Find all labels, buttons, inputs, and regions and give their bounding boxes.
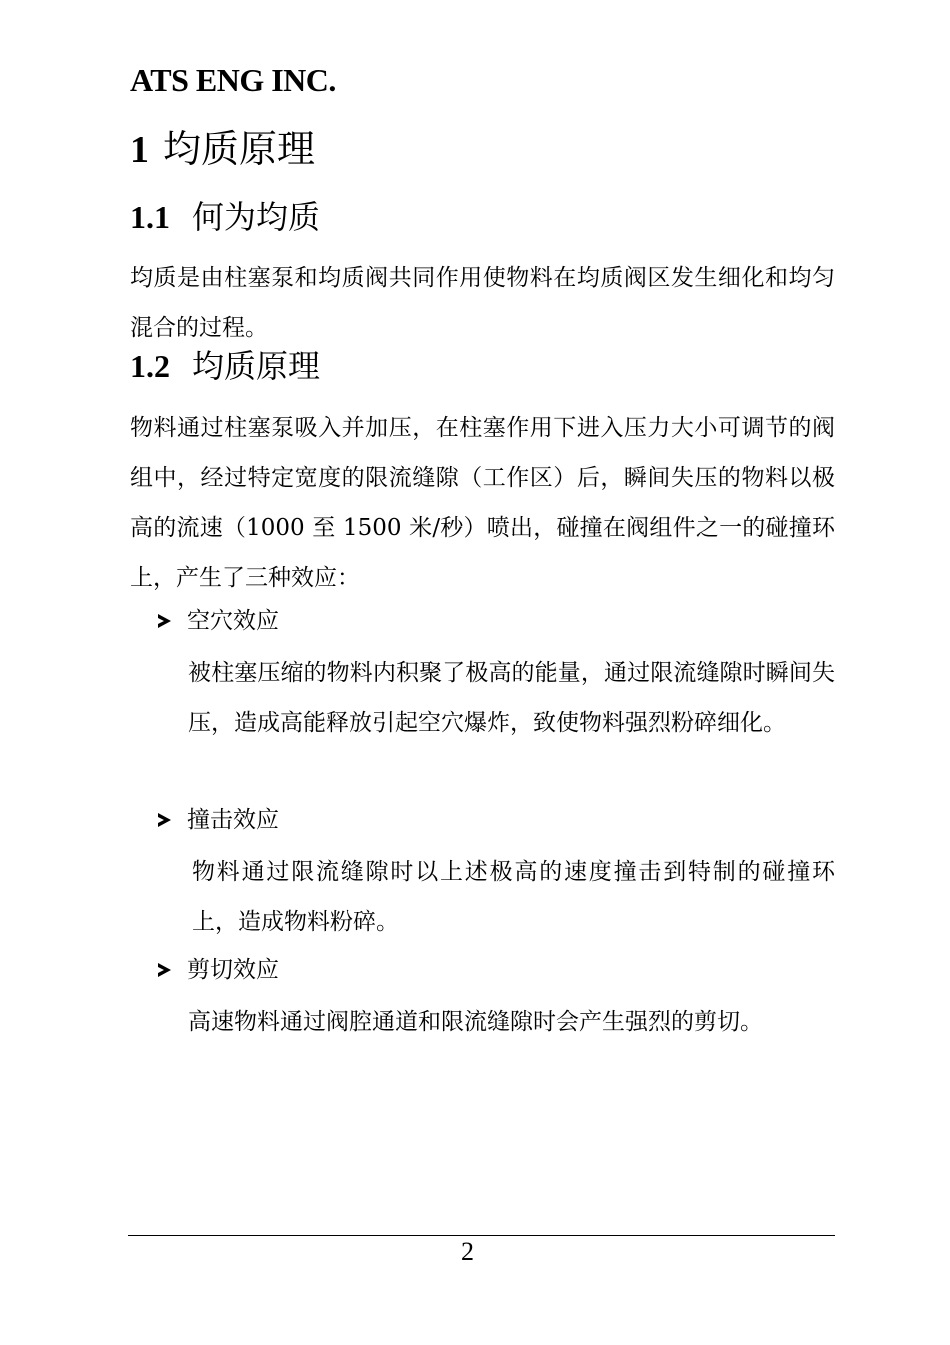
- section-1-title: 均质原理: [163, 127, 316, 171]
- effect-item-shear: [158, 953, 279, 987]
- effect-title: 剪切效应: [187, 957, 279, 983]
- effect-title: 撞击效应: [187, 807, 279, 833]
- arrow-bullet-icon: [158, 963, 171, 977]
- effect-description: 高速物料通过阀腔通道和限流缝隙时会产生强烈的剪切。: [188, 1009, 763, 1035]
- section-1-number: 1: [130, 129, 149, 171]
- effect-item-cavitation: [158, 604, 279, 638]
- page-number: 2: [461, 1237, 474, 1266]
- section-1-2-heading: [130, 345, 320, 387]
- arrow-bullet-icon: [158, 614, 171, 628]
- section-1-2-body: 物料通过柱塞泵吸入并加压，在柱塞作用下进入压力大小可调节的阀组中，经过特定宽度的限流缝隙（工作区）后，瞬间失压的物料以极高的流速（1000 至 1500 米/秒）喷出，碰撞在阀组件之一的碰撞环上，产生了三种效应：: [130, 415, 835, 591]
- section-1-1-body: 均质是由柱塞泵和均质阀共同作用使物料在均质阀区发生细化和均匀混合的过程。: [130, 265, 835, 341]
- effect-description: 物料通过限流缝隙时以上述极高的速度撞击到特制的碰撞环上，造成物料粉碎。: [192, 859, 835, 935]
- arrow-bullet-icon: [158, 813, 171, 827]
- section-1-heading: [130, 124, 315, 175]
- section-1-1-title: 何为均质: [192, 198, 321, 236]
- effect-description: 被柱塞压缩的物料内积聚了极高的能量，通过限流缝隙时瞬间失压，造成高能释放引起空穴爆炸，致使物料强烈粉碎细化。: [188, 660, 835, 736]
- effect-title: 空穴效应: [187, 608, 279, 634]
- section-1-2-title: 均质原理: [192, 347, 321, 385]
- company-header: ATS ENG INC.: [130, 62, 336, 98]
- effect-item-impact: [158, 803, 279, 837]
- section-1-1-heading: [130, 196, 320, 238]
- section-1-1-number: 1.1: [130, 199, 170, 235]
- section-1-2-number: 1.2: [130, 348, 170, 384]
